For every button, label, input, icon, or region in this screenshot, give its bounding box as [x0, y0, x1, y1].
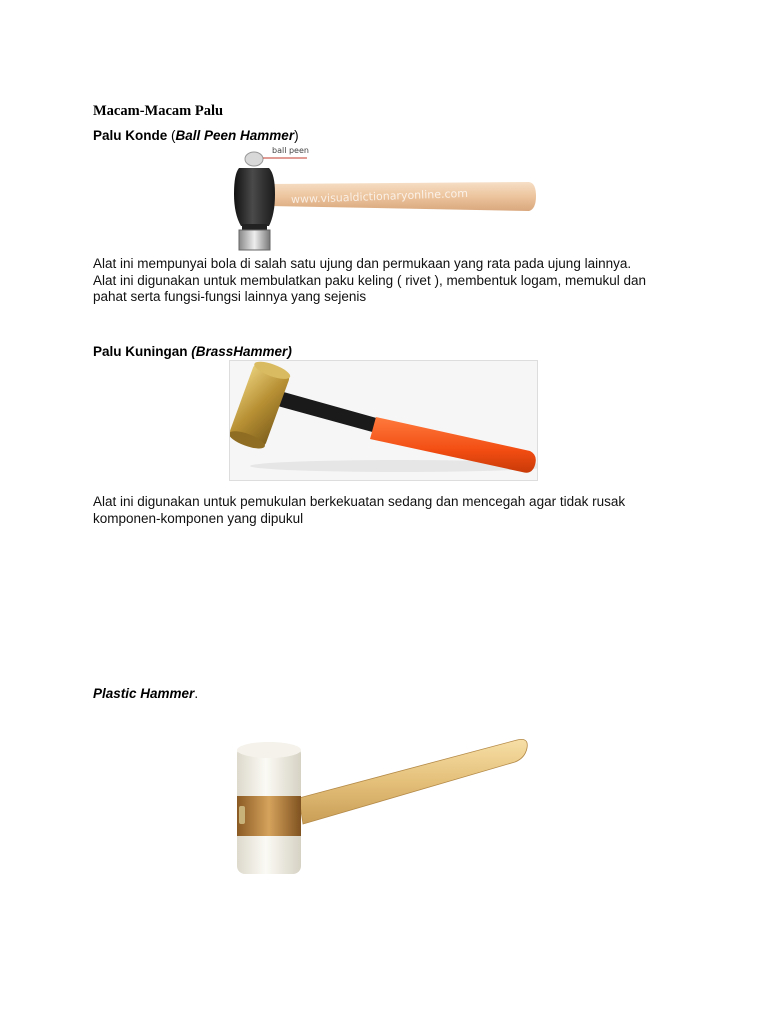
- brass-description: [93, 494, 693, 527]
- heading-italic-text: Plastic Hammer: [93, 686, 195, 701]
- plastic-hammer-image: [229, 728, 538, 880]
- heading-italic-text: (BrassHammer): [191, 344, 292, 359]
- paragraph-line: Alat ini digunakan untuk membulatkan paku keling ( rivet ), membentuk logam, memukul dan: [93, 272, 647, 288]
- watermark-text: www.visualdictionaryonline.com: [290, 186, 469, 207]
- paragraph-line: Alat ini digunakan untuk pemukulan berkekuatan sedang dan mencegah agar tidak rusak: [93, 494, 626, 509]
- ball-peen-description: [93, 256, 693, 306]
- heading-paren-close: ): [294, 128, 299, 143]
- heading-italic-text: Ball Peen Hammer: [175, 128, 295, 143]
- heading-main-text: Palu Konde: [93, 128, 172, 143]
- section-heading-brass: [93, 344, 292, 359]
- paragraph-line: Alat ini mempunyai bola di salah satu ujung dan permukaan yang rata pada ujung lainnya.: [93, 256, 632, 271]
- document-title: Macam-Macam Palu: [93, 103, 224, 119]
- ball-peen-label: ball peen: [272, 146, 309, 155]
- brass-hammer-image: [229, 360, 538, 481]
- ball-peen-hammer-image: [229, 144, 538, 256]
- section-heading-ball-peen: [93, 128, 299, 143]
- paragraph-line: komponen-komponen yang dipukul: [93, 510, 304, 526]
- heading-suffix: .: [194, 686, 199, 701]
- section-heading-plastic: [93, 686, 198, 701]
- heading-paren-open: (: [171, 128, 176, 143]
- heading-main-text: Palu Kuningan: [93, 344, 192, 359]
- paragraph-line: pahat serta fungsi-fungsi lainnya yang sejenis: [93, 289, 367, 304]
